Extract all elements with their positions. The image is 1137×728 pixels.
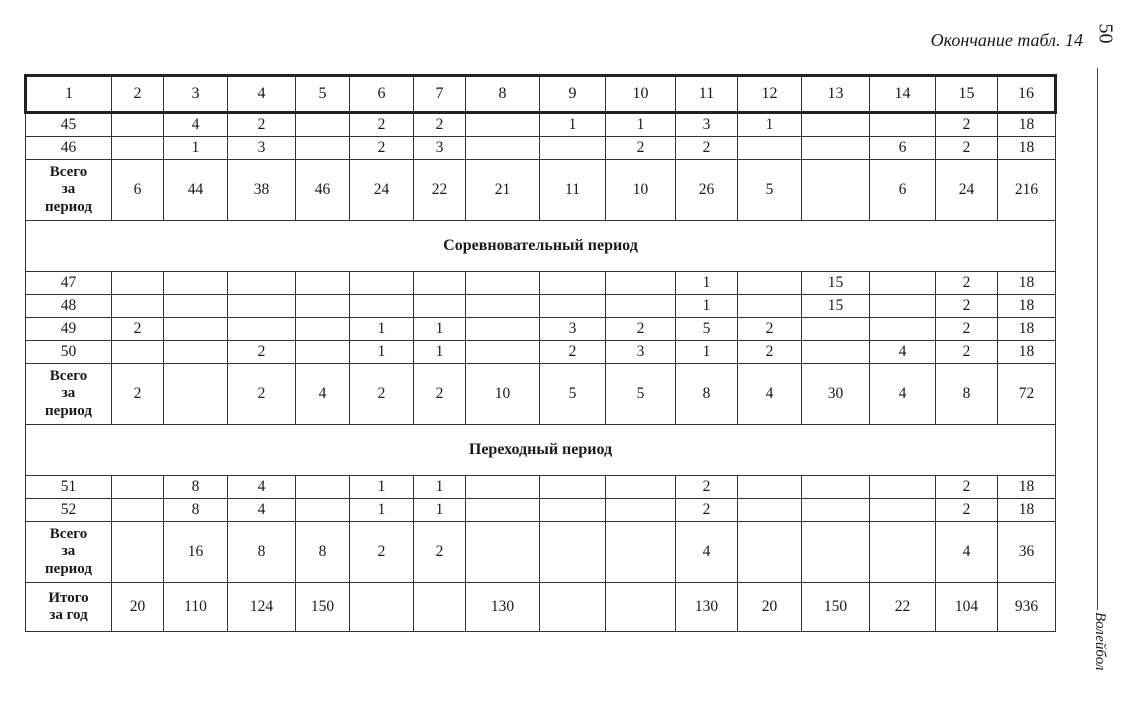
- table-cell: [540, 476, 606, 499]
- table-cell: [540, 295, 606, 318]
- table-cell: [802, 341, 870, 364]
- table-cell: 4: [228, 476, 296, 499]
- table-cell: 1: [676, 341, 738, 364]
- table-cell: [350, 272, 414, 295]
- year-total-row: [26, 583, 1056, 632]
- row-label-cell: 48: [26, 295, 112, 318]
- period-total-row: [26, 160, 1056, 221]
- table-cell: 46: [296, 160, 350, 221]
- table-cell: 72: [998, 364, 1056, 425]
- table-cell: 20: [112, 583, 164, 632]
- table-cell: [870, 113, 936, 137]
- table-cell: 216: [998, 160, 1056, 221]
- table-cell: 14: [870, 76, 936, 113]
- table-cell: [296, 318, 350, 341]
- table-cell: 18: [998, 113, 1056, 137]
- table-cell: 22: [414, 160, 466, 221]
- table-cell: 1: [164, 137, 228, 160]
- row-label-cell: Итого за год: [26, 583, 112, 632]
- table-cell: 4: [870, 341, 936, 364]
- table-cell: [540, 499, 606, 522]
- table-cell: [870, 476, 936, 499]
- table-cell: [112, 113, 164, 137]
- table-cell: 2: [112, 364, 164, 425]
- table-cell: [738, 137, 802, 160]
- table-cell: 18: [998, 137, 1056, 160]
- table-cell: [738, 499, 802, 522]
- table-row: [26, 499, 1056, 522]
- table-cell: [164, 318, 228, 341]
- table-cell: 5: [540, 364, 606, 425]
- table-cell: 24: [350, 160, 414, 221]
- table-cell: 44: [164, 160, 228, 221]
- table-cell: [112, 137, 164, 160]
- table-cell: [606, 295, 676, 318]
- table-cell: 38: [228, 160, 296, 221]
- table-cell: [802, 476, 870, 499]
- table-cell: [466, 522, 540, 583]
- table-cell: [296, 295, 350, 318]
- table-cell: 13: [802, 76, 870, 113]
- table-cell: 1: [676, 295, 738, 318]
- row-label-cell: Всего за период: [26, 160, 112, 221]
- table-cell: 2: [112, 318, 164, 341]
- table-cell: 2: [676, 137, 738, 160]
- table-cell: 8: [296, 522, 350, 583]
- section-row: [26, 221, 1056, 272]
- table-cell: [606, 522, 676, 583]
- row-label-cell: 52: [26, 499, 112, 522]
- row-label-cell: Всего за период: [26, 522, 112, 583]
- table-cell: 16: [998, 76, 1056, 113]
- table-cell: [606, 476, 676, 499]
- table-cell: 2: [936, 272, 998, 295]
- row-label-cell: 50: [26, 341, 112, 364]
- table-cell: 1: [350, 341, 414, 364]
- table-cell: [802, 318, 870, 341]
- table-cell: 1: [738, 113, 802, 137]
- table-row: [26, 272, 1056, 295]
- table-cell: 2: [350, 522, 414, 583]
- table-cell: 4: [296, 364, 350, 425]
- table-cell: 2: [228, 364, 296, 425]
- table-cell: 4: [228, 76, 296, 113]
- row-label-cell: 49: [26, 318, 112, 341]
- table-cell: 3: [228, 137, 296, 160]
- table-cell: 2: [350, 364, 414, 425]
- header-row: [26, 76, 1056, 113]
- table-cell: 2: [228, 113, 296, 137]
- table-cell: 150: [802, 583, 870, 632]
- table-cell: [112, 295, 164, 318]
- section-title: Соревновательный период: [26, 221, 1056, 272]
- table-cell: [738, 476, 802, 499]
- table-cell: [350, 295, 414, 318]
- table-cell: [164, 364, 228, 425]
- table-cell: 150: [296, 583, 350, 632]
- table-cell: 12: [738, 76, 802, 113]
- table-cell: [802, 522, 870, 583]
- section-title: Переходный период: [26, 425, 1056, 476]
- table-cell: 6: [350, 76, 414, 113]
- row-label-cell: 47: [26, 272, 112, 295]
- table-cell: 2: [936, 499, 998, 522]
- table-cell: 1: [350, 476, 414, 499]
- table-cell: [606, 272, 676, 295]
- table-cell: 5: [738, 160, 802, 221]
- table-cell: 8: [164, 476, 228, 499]
- table-cell: [112, 522, 164, 583]
- table-cell: 26: [676, 160, 738, 221]
- row-label-cell: 46: [26, 137, 112, 160]
- table-cell: 4: [228, 499, 296, 522]
- table-cell: [802, 137, 870, 160]
- table-cell: 130: [466, 583, 540, 632]
- table-cell: 3: [414, 137, 466, 160]
- table-cell: [466, 499, 540, 522]
- side-rule: [1097, 68, 1098, 610]
- table-cell: 3: [540, 318, 606, 341]
- table-cell: 2: [414, 364, 466, 425]
- table-cell: [466, 113, 540, 137]
- table-cell: 7: [414, 76, 466, 113]
- running-head: Волейбол: [1092, 612, 1108, 671]
- page-number: 50: [1094, 23, 1117, 44]
- period-total-row: [26, 364, 1056, 425]
- table-cell: 2: [936, 295, 998, 318]
- table-cell: [738, 272, 802, 295]
- table-cell: 4: [738, 364, 802, 425]
- table-cell: 3: [164, 76, 228, 113]
- table-row: [26, 137, 1056, 160]
- table-cell: 2: [606, 318, 676, 341]
- table-cell: 1: [414, 318, 466, 341]
- table-cell: 4: [164, 113, 228, 137]
- table-cell: [228, 272, 296, 295]
- row-label-cell: 45: [26, 113, 112, 137]
- table-row: [26, 341, 1056, 364]
- table-cell: [296, 113, 350, 137]
- table-cell: [414, 295, 466, 318]
- table-cell: [606, 499, 676, 522]
- table-cell: [802, 113, 870, 137]
- table-cell: 18: [998, 341, 1056, 364]
- table-cell: [802, 499, 870, 522]
- table-cell: 16: [164, 522, 228, 583]
- table-cell: 6: [112, 160, 164, 221]
- table-row: [26, 318, 1056, 341]
- table-cell: 2: [936, 341, 998, 364]
- table-cell: 124: [228, 583, 296, 632]
- table-cell: [540, 583, 606, 632]
- table-cell: 2: [936, 113, 998, 137]
- row-label-cell: Всего за период: [26, 364, 112, 425]
- table-cell: 11: [540, 160, 606, 221]
- table-cell: [228, 318, 296, 341]
- table-cell: 36: [998, 522, 1056, 583]
- table-cell: [870, 295, 936, 318]
- table-cell: 10: [466, 364, 540, 425]
- table-cell: 18: [998, 318, 1056, 341]
- table-cell: [466, 341, 540, 364]
- table-cell: [228, 295, 296, 318]
- table-cell: 1: [350, 499, 414, 522]
- table-cell: 130: [676, 583, 738, 632]
- table-cell: 2: [112, 76, 164, 113]
- table-cell: 5: [296, 76, 350, 113]
- table-row: [26, 113, 1056, 137]
- table-cell: 18: [998, 272, 1056, 295]
- table-cell: [164, 272, 228, 295]
- table-cell: 8: [164, 499, 228, 522]
- table-cell: [466, 295, 540, 318]
- table-cell: [738, 522, 802, 583]
- table-cell: [802, 160, 870, 221]
- table-cell: 104: [936, 583, 998, 632]
- table-cell: [466, 272, 540, 295]
- table-cell: 2: [414, 113, 466, 137]
- table-cell: 20: [738, 583, 802, 632]
- table-cell: [540, 137, 606, 160]
- table-cell: 1: [414, 499, 466, 522]
- table-cell: 6: [870, 137, 936, 160]
- table-cell: 1: [676, 272, 738, 295]
- table-cell: 1: [350, 318, 414, 341]
- table-cell: [414, 272, 466, 295]
- table-cell: 2: [676, 476, 738, 499]
- table-cell: 6: [870, 160, 936, 221]
- table-cell: [466, 318, 540, 341]
- table-cell: 9: [540, 76, 606, 113]
- table-cell: [870, 522, 936, 583]
- table-cell: 2: [936, 476, 998, 499]
- table-cell: [350, 583, 414, 632]
- table-cell: [112, 341, 164, 364]
- table-cell: 15: [802, 295, 870, 318]
- table-cell: [466, 137, 540, 160]
- table-cell: 1: [414, 476, 466, 499]
- table-cell: [296, 272, 350, 295]
- table-cell: 21: [466, 160, 540, 221]
- table-cell: [112, 499, 164, 522]
- table-cell: 4: [936, 522, 998, 583]
- table-cell: 18: [998, 499, 1056, 522]
- table-cell: 8: [936, 364, 998, 425]
- table-cell: [296, 341, 350, 364]
- table-cell: 2: [676, 499, 738, 522]
- table-cell: [112, 272, 164, 295]
- table-cell: 15: [802, 272, 870, 295]
- table-cell: 1: [414, 341, 466, 364]
- table-cell: 30: [802, 364, 870, 425]
- table-cell: 2: [738, 341, 802, 364]
- table-cell: [870, 272, 936, 295]
- table-cell: 5: [676, 318, 738, 341]
- table-cell: 8: [676, 364, 738, 425]
- table-cell: 110: [164, 583, 228, 632]
- table-cell: 8: [228, 522, 296, 583]
- table-cell: 5: [606, 364, 676, 425]
- table-row: [26, 476, 1056, 499]
- table-cell: 2: [414, 522, 466, 583]
- table-cell: 2: [350, 113, 414, 137]
- table-cell: 2: [606, 137, 676, 160]
- table-cell: 2: [738, 318, 802, 341]
- table-cell: 11: [676, 76, 738, 113]
- table-cell: 18: [998, 476, 1056, 499]
- table-cell: 2: [936, 318, 998, 341]
- table-cell: 3: [676, 113, 738, 137]
- table-cell: 24: [936, 160, 998, 221]
- table-cell: [540, 272, 606, 295]
- table-cell: [870, 499, 936, 522]
- table-cell: 4: [676, 522, 738, 583]
- table-cell: 2: [936, 137, 998, 160]
- row-label-cell: 1: [26, 76, 112, 113]
- table-cell: 2: [540, 341, 606, 364]
- table-cell: [112, 476, 164, 499]
- table-cell: 2: [350, 137, 414, 160]
- table-cell: 8: [466, 76, 540, 113]
- training-table: [24, 74, 1057, 632]
- table-cell: [414, 583, 466, 632]
- table-cell: [738, 295, 802, 318]
- table-cell: [540, 522, 606, 583]
- table-cell: 1: [540, 113, 606, 137]
- table-cell: 4: [870, 364, 936, 425]
- table-cell: [296, 499, 350, 522]
- table-cell: 3: [606, 341, 676, 364]
- period-total-row: [26, 522, 1056, 583]
- table-cell: 2: [228, 341, 296, 364]
- table-cell: [606, 583, 676, 632]
- table-cell: [296, 137, 350, 160]
- table-cell: [164, 295, 228, 318]
- table-cell: [870, 318, 936, 341]
- table-row: [26, 295, 1056, 318]
- table-cell: 15: [936, 76, 998, 113]
- table-cell: 22: [870, 583, 936, 632]
- table-cell: 1: [606, 113, 676, 137]
- table-cell: 936: [998, 583, 1056, 632]
- table-cell: [296, 476, 350, 499]
- table-cell: 18: [998, 295, 1056, 318]
- section-row: [26, 425, 1056, 476]
- table-cell: 10: [606, 76, 676, 113]
- table-cell: 10: [606, 160, 676, 221]
- table-cell: [164, 341, 228, 364]
- table-cell: [466, 476, 540, 499]
- row-label-cell: 51: [26, 476, 112, 499]
- table-caption: Окончание табл. 14: [930, 30, 1083, 50]
